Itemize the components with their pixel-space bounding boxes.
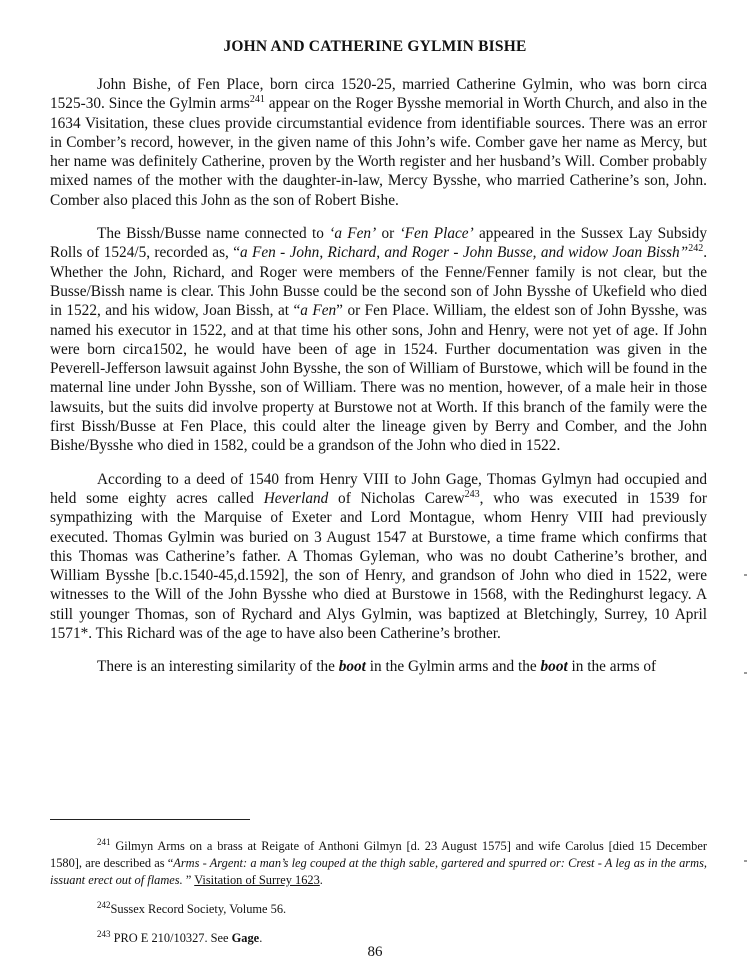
scan-mark	[744, 860, 747, 862]
italic-run: Arms - Argent: a man’s leg couped at the thigh sable, gartered and spurred or: Crest - A leg as in the arms, issuant erect out of flames.	[50, 856, 707, 887]
italic-run: Heverland	[263, 489, 329, 507]
italic-run: a Fen	[300, 302, 337, 320]
text-run: . Whether the John, Richard, and Roger were members of the Fenne/Fenner family is not clear, but the Busse/Bissh name is clear. This John Busse could be the second son of John Bysshe of Ukefield who died in 1522, and his widow, Joan Bissh, at “	[50, 244, 708, 320]
footnote-ref-243: 243	[464, 488, 480, 500]
text-run: Gilmyn Arms on a brass at Reigate of Anthoni Gilmyn [d. 23 August 1575] and wife Carolus [died 15 December 1580], are described as “	[50, 839, 707, 870]
footnote-241	[50, 838, 707, 889]
bold-italic-run: boot	[338, 658, 366, 676]
scan-mark	[744, 672, 747, 674]
footnotes	[50, 838, 707, 959]
text-run: , who was executed in 1539 for sympathizing with the Marquise of Exeter and Lord Montague, whom Henry VIII had previously executed. Thomas Gylmin was buried on 3 August 1547 at Burstowe, a time frame which confirms that this Thomas was Catherine’s father. A Thomas Gyleman, who was no doubt Catherine’s brother, and William Bysshe [b.c.1540-45,d.1592], the son of Henry, and grandson of John who died in 1522, were witnesses to the Will of the John Bysshe who died at Burstowe in 1568, with the Redinghurst legacy. A still younger Thomas, son of Rychard and Alys Gylmin, was baptized at Bletchingly, Surrey, 10 April 1571*. This Richard was of the age to have also been Catherine’s brother.	[50, 489, 707, 643]
footnote-ref-242: 242	[688, 243, 704, 255]
text-run: ” or Fen Place. William, the eldest son of John Bysshe, was named his executor in 1522, and at that time his other sons, John and Henry, were not yet of age. If John were born circa1502, he would have been of age in 1524. Further documentation was given in the Peverell-Jefferson lawsuit against John Bysshe, the son of William of Burstowe, which will be found in the maternal line under John Bysshe, son of William. There was no mention, however, of a male heir in those lawsuits, but the suits did involve property at Burstowe not at Worth. If this branch of the family were the first Bissh/Busse at Fen Place, this could alter the lineage given by Berry and Comber, and the John Bishe/Bysshe who died in 1582, could be a grandson of the John who died in 1522.	[50, 302, 707, 455]
underlined-run: Visitation of Surrey 1623	[194, 873, 320, 887]
text-run: The Bissh/Busse name connected to	[97, 225, 330, 243]
text-run: of Nicholas Carew	[328, 489, 465, 507]
footnote-divider	[50, 819, 250, 820]
paragraph-1	[50, 75, 707, 210]
text-run: ”	[182, 873, 195, 887]
text-run: in the arms of	[567, 658, 657, 676]
italic-run: a Fen - John, Richard, and Roger - John Busse, and widow Joan Bissh	[240, 244, 680, 262]
scan-mark	[744, 574, 747, 576]
text-run: .	[259, 931, 263, 945]
text-run: John Bishe, of Fen Place, born circa 1520-25, married Catherine Gylmin, who was born circa 1525-30. Since the Gylmin arms	[50, 76, 707, 113]
text-run: There is an interesting similarity of the	[97, 658, 339, 676]
paragraph-4	[50, 657, 707, 676]
body-text	[50, 75, 707, 691]
italic-run: ‘a Fen’	[329, 225, 377, 243]
footnote-number: 242	[97, 899, 111, 910]
text-run: appeared in the Sussex Lay Subsidy Rolls of 1524/5, recorded as, “	[50, 225, 707, 262]
italic-run: ‘Fen Place’	[399, 225, 474, 243]
text-run: PRO E 210/10327. See	[110, 931, 232, 945]
text-run: According to a deed of 1540 from Henry VIII to John Gage, Thomas Gylmyn had occupied and held some eighty acres called	[50, 470, 707, 507]
footnote-242	[50, 901, 707, 918]
text-run: or	[376, 225, 400, 243]
paragraph-2	[50, 224, 707, 456]
bold-italic-run: boot	[540, 658, 568, 676]
footnote-ref-241: 241	[249, 94, 265, 106]
paragraph-3	[50, 470, 707, 644]
page-title: JOHN AND CATHERINE GYLMIN BISHE	[223, 38, 527, 55]
footnote-number: 243	[97, 928, 111, 939]
italic-run: ”	[679, 244, 689, 262]
page-number: 86	[367, 944, 383, 960]
text-run: in the Gylmin arms and the	[365, 658, 541, 676]
text-run: .	[319, 873, 323, 887]
text-run: Sussex Record Society, Volume 56.	[110, 902, 287, 916]
footnote-number: 241	[97, 836, 111, 847]
bold-run: Gage	[231, 931, 260, 945]
text-run: appear on the Roger Bysshe memorial in Worth Church, and also in the 1634 Visitation, these clues provide circumstantial evidence from identifiable sources. There was an error in Comber’s record, however, in the given name of this John’s wife. Comber gave her name as Mercy, but her name was definitely Catherine, proven by the Worth register and her husband’s Will. Comber probably mixed names of the mother with the daughter-in-law, Mercy Bysshe, who married Catherine’s son, John. Comber also placed this John as the son of Robert Bishe.	[50, 95, 707, 209]
